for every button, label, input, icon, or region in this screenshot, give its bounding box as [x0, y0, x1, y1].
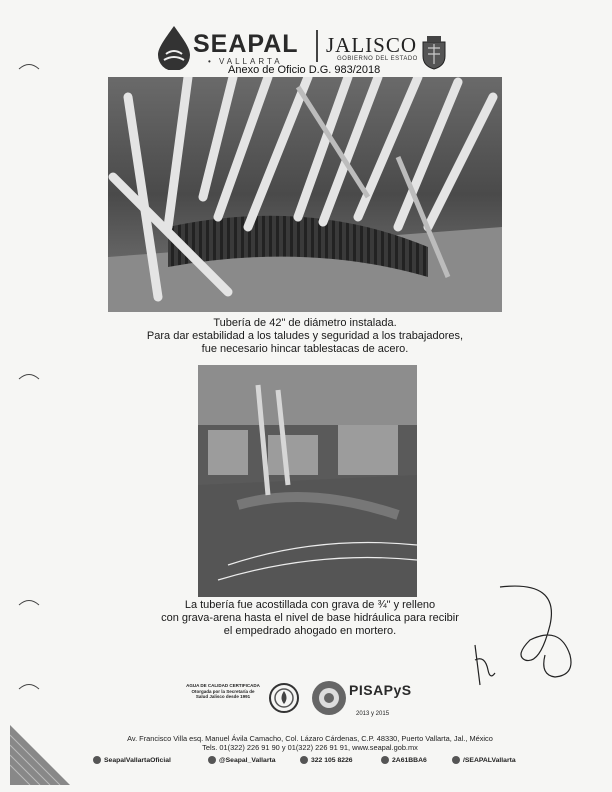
pisapys-emblem-icon — [310, 679, 348, 717]
photo1-caption — [100, 317, 510, 356]
social-label: 2A61BBA6 — [392, 756, 427, 764]
water-quality-seal-icon — [268, 682, 300, 714]
footer-phones: Tels. 01(322) 226 91 90 y 01(322) 226 91 91, www.seapal.gob.mx — [202, 743, 418, 752]
caption-line: fue necesario hincar tablestacas de acero. — [201, 343, 409, 355]
whatsapp-icon — [300, 756, 308, 764]
water-quality-seal-text — [181, 683, 265, 700]
social-facebook[interactable] — [93, 756, 171, 764]
corner-decoration — [10, 725, 70, 785]
caption-line: con grava-arena hasta el nivel de base hidráulica para recibir — [161, 612, 459, 624]
social-bbm[interactable] — [381, 756, 427, 764]
handwritten-signature — [470, 585, 590, 695]
caption-line: el empedrado ahogado en mortero. — [223, 625, 397, 637]
seal-line: AGUA DE CALIDAD CERTIFICADA — [186, 683, 260, 688]
annex-reference: Anexo de Oficio D.G. 983/2018 — [228, 64, 381, 76]
caption-line: Para dar estabilidad a los taludes y seguridad a los trabajadores, — [146, 330, 464, 342]
caption-line: La tubería fue acostillada con grava de ¾" y relleno — [184, 599, 436, 611]
punch-hole-mark — [18, 598, 40, 606]
pisapys-wordmark: PISAPyS — [349, 682, 412, 698]
jalisco-subtext: GOBIERNO DEL ESTADO — [337, 56, 418, 62]
seal-line: Otorgada por la Secretaría de — [191, 688, 255, 694]
youtube-icon — [452, 756, 460, 764]
trench-backfill-photo — [198, 365, 417, 597]
social-whatsapp[interactable] — [300, 756, 353, 764]
seapal-subtext: • VALLARTA — [208, 57, 283, 66]
social-label: /SEAPALVallarta — [463, 756, 516, 764]
social-twitter[interactable] — [208, 756, 276, 764]
facebook-icon — [93, 756, 101, 764]
pisapys-years: 2013 y 2015 — [356, 711, 390, 717]
bbm-icon — [381, 756, 389, 764]
social-youtube[interactable] — [452, 756, 516, 764]
punch-hole-mark — [18, 62, 40, 70]
punch-hole-mark — [18, 372, 40, 380]
social-label: SeapalVallartaOficial — [104, 756, 171, 764]
twitter-icon — [208, 756, 216, 764]
social-label: @Seapal_Vallarta — [219, 756, 276, 764]
punch-hole-mark — [18, 682, 40, 690]
social-label: 322 105 8226 — [311, 756, 353, 764]
header-divider — [316, 30, 318, 62]
pipe-installation-photo — [108, 77, 502, 312]
jalisco-crest-icon — [420, 36, 448, 70]
caption-line: Tubería de 42" de diámetro instalada. — [213, 317, 397, 329]
seal-line: Salud Jalisco desde 1991 — [195, 694, 251, 699]
jalisco-wordmark: JALISCO — [326, 33, 418, 57]
seapal-wordmark: SEAPAL — [193, 30, 299, 58]
photo2-caption — [140, 599, 480, 638]
footer-address: Av. Francisco Villa esq. Manuel Ávila Camacho, Col. Lázaro Cárdenas, C.P. 48330, Puerto Vallarta, Jal., México — [127, 734, 493, 743]
